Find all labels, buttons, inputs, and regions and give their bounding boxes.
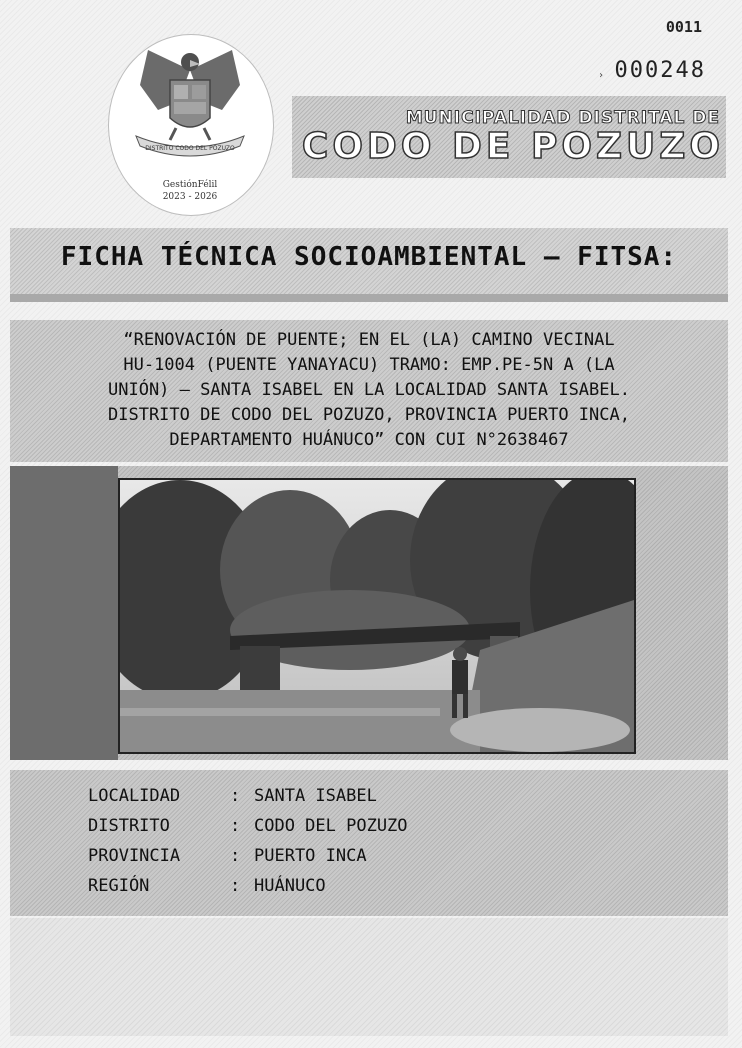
project-line: DEPARTAMENTO HUÁNUCO” CON CUI N°2638467 — [169, 430, 569, 450]
info-separator: : — [230, 846, 241, 866]
municipality-name-line1: MUNICIPALIDAD DISTRITAL DE — [405, 108, 720, 128]
photo-band-accent — [10, 466, 118, 760]
project-line: HU-1004 (PUENTE YANAYACU) TRAMO: EMP.PE-5N A (LA — [123, 355, 615, 375]
folio-stamp: 0011 — [665, 18, 702, 36]
info-label: DISTRITO — [88, 816, 170, 836]
info-row-provincia — [88, 846, 367, 866]
info-row-distrito — [88, 816, 408, 836]
project-line: UNIÓN) – SANTA ISABEL EN LA LOCALIDAD SANTA ISABEL. — [108, 380, 630, 400]
info-separator: : — [230, 876, 241, 896]
folio-number: 000248 — [614, 58, 706, 83]
stamp-mark: › — [598, 70, 605, 81]
eagle-crest-icon — [118, 40, 262, 160]
info-value: HUÁNUCO — [254, 876, 326, 896]
project-line: “RENOVACIÓN DE PUENTE; EN EL (LA) CAMINO VECINAL — [123, 330, 615, 350]
info-value: PUERTO INCA — [254, 846, 367, 866]
document-title: FICHA TÉCNICA SOCIOAMBIENTAL – FITSA: — [60, 242, 678, 272]
project-description — [40, 328, 698, 453]
info-value: SANTA ISABEL — [254, 786, 377, 806]
info-row-region — [88, 876, 326, 896]
info-separator: : — [230, 816, 241, 836]
info-label: LOCALIDAD — [88, 786, 181, 806]
info-label: REGIÓN — [88, 876, 150, 896]
info-label: PROVINCIA — [88, 846, 181, 866]
logo-years: 2023 - 2026 — [162, 192, 218, 202]
logo-motto: GestiónFélil — [162, 180, 218, 190]
logo-ring-text: DISTRITO CODO DEL POZUZO — [145, 145, 235, 152]
info-separator: : — [230, 786, 241, 806]
footer-band — [10, 918, 728, 1036]
info-value: CODO DEL POZUZO — [254, 816, 408, 836]
project-line: DISTRITO DE CODO DEL POZUZO, PROVINCIA PUERTO INCA, — [108, 405, 630, 425]
bridge-photo — [118, 478, 636, 754]
municipality-name-line2: CODO DE POZUZO — [301, 126, 724, 167]
info-row-localidad — [88, 786, 377, 806]
